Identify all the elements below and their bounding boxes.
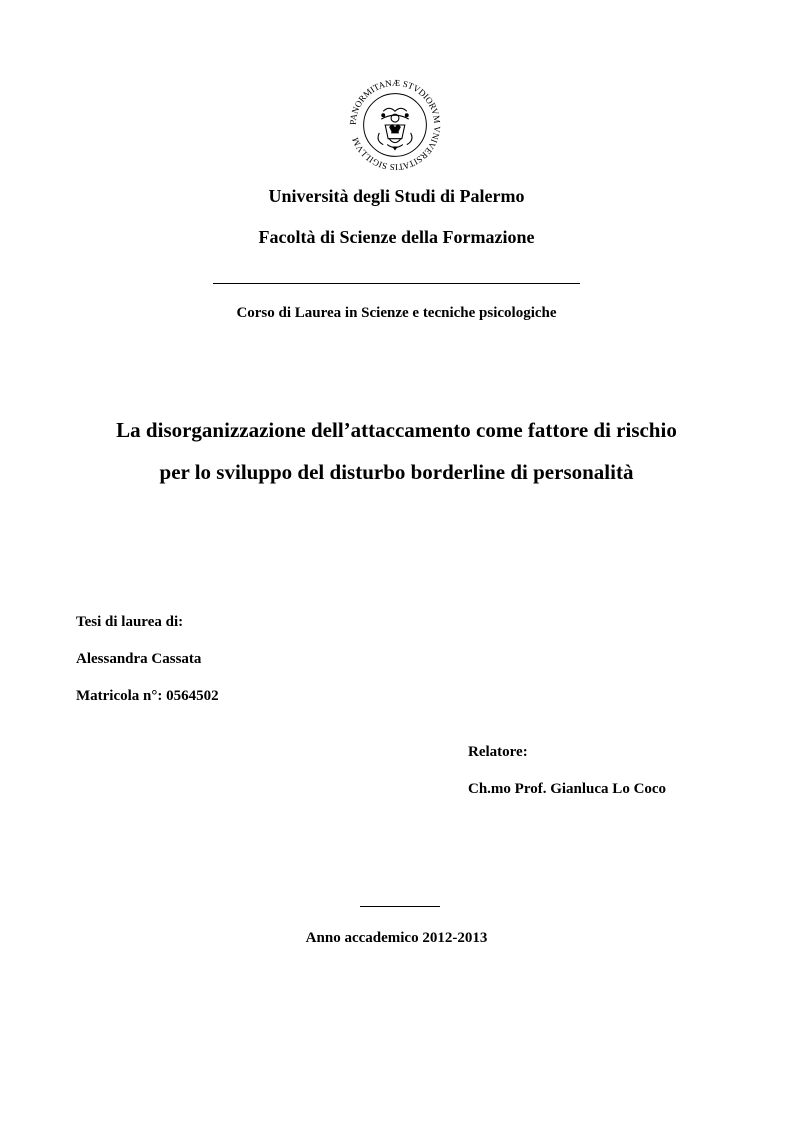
university-seal-icon (346, 76, 444, 174)
thesis-by-label: Tesi di laurea di: (76, 614, 184, 630)
thesis-title-line-2: per lo sviluppo del disturbo borderline di personalità (159, 460, 634, 484)
seal-inscription: PANORMITANÆ STVDIORVM VNIVERSITATIS SIGILLVM (347, 77, 443, 173)
supervisor-label: Relatore: (468, 744, 528, 760)
university-name: Università degli Studi di Palermo (268, 186, 525, 206)
student-name: Alessandra Cassata (76, 651, 202, 667)
supervisor-name: Ch.mo Prof. Gianluca Lo Coco (468, 781, 667, 797)
thesis-title-line-1: La disorganizzazione dell’attaccamento come fattore di rischio (116, 418, 677, 442)
faculty-name: Facoltà di Scienze della Formazione (258, 227, 535, 247)
footer-divider (360, 906, 440, 907)
header-divider (213, 283, 580, 284)
course-name: Corso di Laurea in Scienze e tecniche psicologiche (236, 305, 557, 321)
academic-year: Anno accademico 2012-2013 (305, 930, 488, 946)
student-matricola: Matricola n°: 0564502 (76, 688, 219, 704)
